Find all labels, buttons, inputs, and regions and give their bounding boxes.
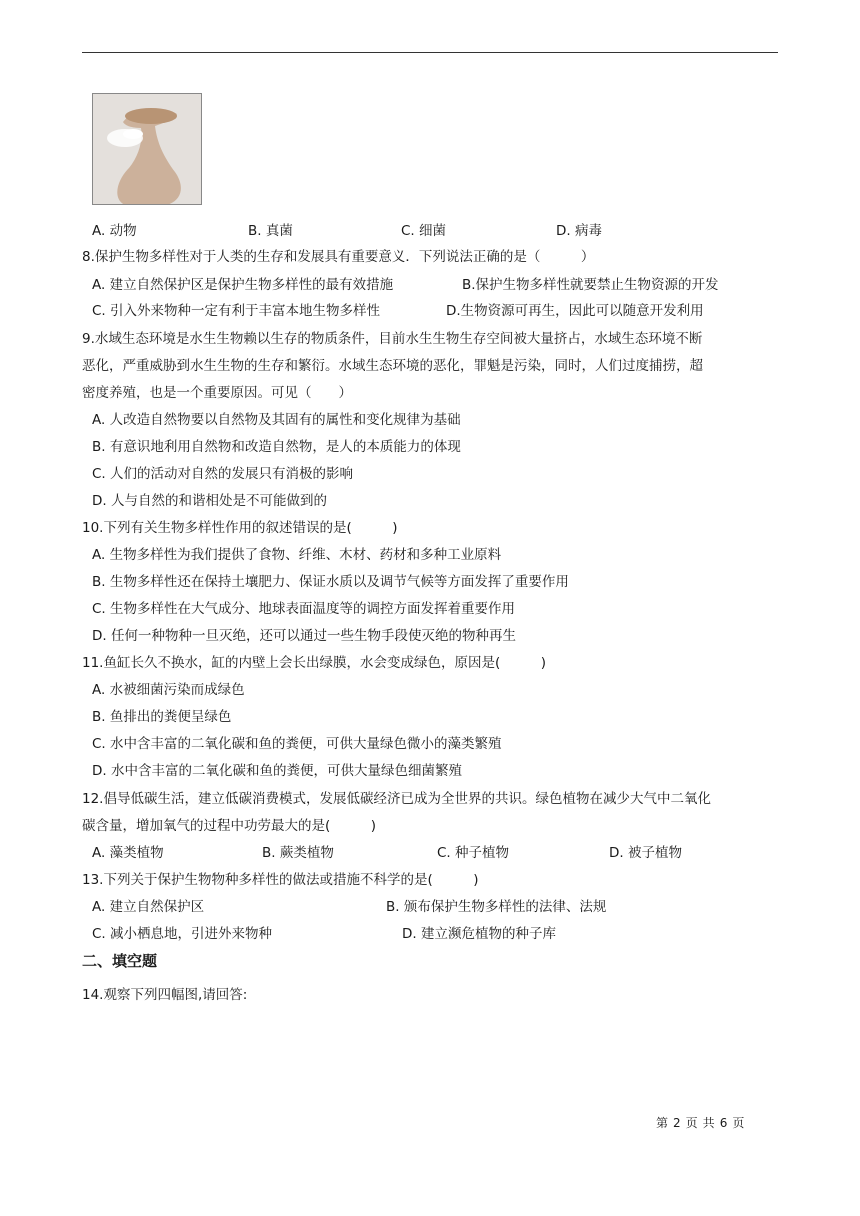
- q10-option-a: A. 生物多样性为我们提供了食物、纤维、木材、药材和多种工业原料: [92, 547, 502, 563]
- q11-option-c: C. 水中含丰富的二氧化碳和鱼的粪便，可供大量绿色微小的藻类繁殖: [92, 736, 502, 752]
- q12-option-d: D. 被子植物: [609, 845, 682, 861]
- q8-option-a: A. 建立自然保护区是保护生物多样性的最有效措施: [92, 277, 394, 293]
- q13-option-c: C. 减小栖息地，引进外来物种: [92, 926, 273, 942]
- q8-option-c: C. 引入外来物种一定有利于丰富本地生物多样性: [92, 303, 381, 319]
- mushroom-photo: [92, 93, 202, 205]
- q13-option-d: D. 建立濒危植物的种子库: [402, 926, 556, 942]
- q12-option-a: A. 藻类植物: [92, 845, 164, 861]
- footer-text: 第: [656, 1116, 669, 1130]
- q11-option-d: D. 水中含丰富的二氧化碳和鱼的粪便，可供大量绿色细菌繁殖: [92, 763, 462, 779]
- q14-stem: 14.观察下列四幅图,请回答:: [82, 987, 248, 1003]
- q9-option-d: D. 人与自然的和谐相处是不可能做到的: [92, 493, 327, 509]
- q10-option-d: D. 任何一种物种一旦灭绝，还可以通过一些生物手段使灭绝的物种再生: [92, 628, 516, 644]
- q12-option-c: C. 种子植物: [437, 845, 510, 861]
- current-page-number: 2: [673, 1116, 681, 1130]
- q12-stem-line-2: 碳含量，增加氧气的过程中功劳最大的是( ): [82, 818, 377, 834]
- footer-text: 页: [685, 1116, 698, 1130]
- q7-option-d: D. 病毒: [556, 223, 602, 239]
- q11-option-b: B. 鱼排出的粪便呈绿色: [92, 709, 232, 725]
- q12-option-b: B. 蕨类植物: [262, 845, 334, 861]
- q13-stem: 13.下列关于保护生物物种多样性的做法或措施不科学的是( ): [82, 872, 479, 888]
- q9-option-c: C. 人们的活动对自然的发展只有消极的影响: [92, 466, 354, 482]
- q10-stem: 10.下列有关生物多样性作用的叙述错误的是( ): [82, 520, 398, 536]
- q13-option-a: A. 建立自然保护区: [92, 899, 205, 915]
- q13-option-b: B. 颁布保护生物多样性的法律、法规: [386, 899, 607, 915]
- footer-text: 页: [732, 1116, 745, 1130]
- q9-option-a: A. 人改造自然物要以自然物及其固有的属性和变化规律为基础: [92, 412, 461, 428]
- q9-stem-line-1: 9.水域生态环境是水生生物赖以生存的物质条件，目前水生生物生存空间被大量挤占，水域生态环境不断: [82, 331, 703, 347]
- q9-stem-line-3: 密度养殖，也是一个重要原因。可见（ ）: [82, 385, 352, 401]
- q8-stem: 8.保护生物多样性对于人类的生存和发展具有重要意义．下列说法正确的是（ ）: [82, 249, 595, 265]
- header-rule: [82, 52, 778, 53]
- q8-option-b: B.保护生物多样性就要禁止生物资源的开发: [462, 277, 719, 293]
- q11-option-a: A. 水被细菌污染而成绿色: [92, 682, 245, 698]
- footer-text: 共: [702, 1116, 715, 1130]
- total-page-number: 6: [719, 1116, 728, 1130]
- q10-option-b: B. 生物多样性还在保持土壤肥力、保证水质以及调节气候等方面发挥了重要作用: [92, 574, 569, 590]
- q9-stem-line-2: 恶化，严重威胁到水生生物的生存和繁衍。水域生态环境的恶化，罪魁是污染，同时，人们过度捕捞，超: [82, 358, 703, 374]
- q7-option-a: A. 动物: [92, 223, 137, 239]
- q11-stem: 11.鱼缸长久不换水，缸的内壁上会长出绿膜，水会变成绿色，原因是( ): [82, 655, 547, 671]
- q12-stem-line-1: 12.倡导低碳生活，建立低碳消费模式，发展低碳经济已成为全世界的共识。绿色植物在减少大气中二氧化: [82, 791, 711, 807]
- q10-option-c: C. 生物多样性在大气成分、地球表面温度等的调控方面发挥着重要作用: [92, 601, 516, 617]
- q8-option-d: D.生物资源可再生，因此可以随意开发利用: [446, 303, 704, 319]
- mushroom-image: [93, 94, 202, 205]
- page-footer: [656, 1114, 749, 1132]
- q7-option-b: B. 真菌: [248, 223, 293, 239]
- q9-option-b: B. 有意识地利用自然物和改造自然物，是人的本质能力的体现: [92, 439, 461, 455]
- q7-option-c: C. 细菌: [401, 223, 447, 239]
- section-title: 二、填空题: [82, 952, 158, 970]
